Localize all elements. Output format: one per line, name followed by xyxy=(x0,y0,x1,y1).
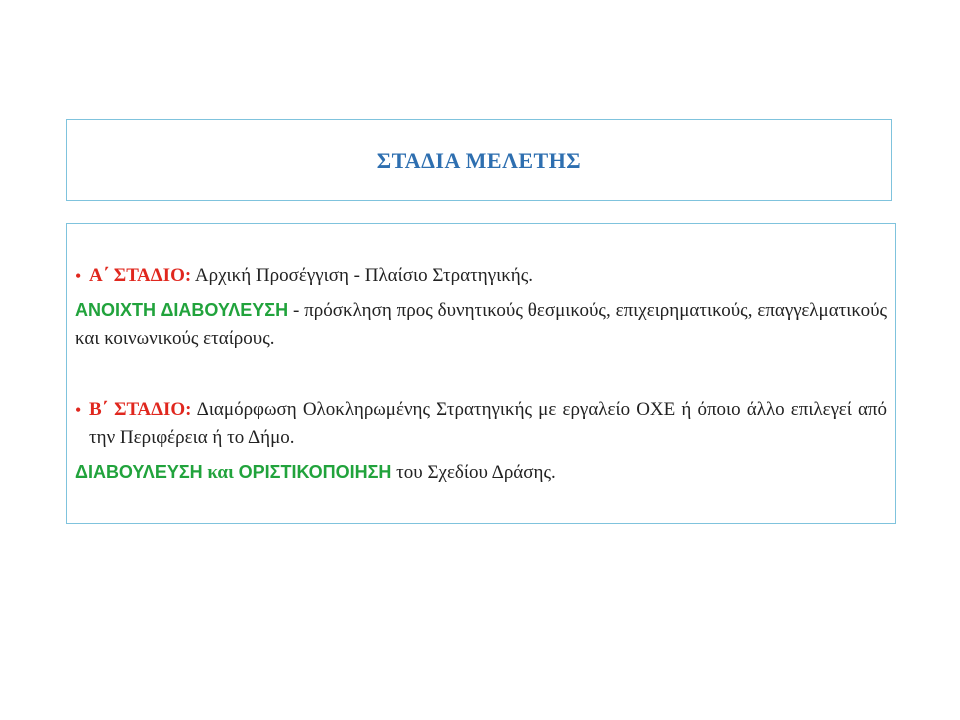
consultation-b-description: του Σχεδίου Δράσης. xyxy=(391,462,556,483)
stage-a-text xyxy=(89,262,533,290)
bullet-icon: • xyxy=(75,266,82,286)
consultation-b-paragraph xyxy=(75,458,887,487)
consultation-a-paragraph xyxy=(75,296,887,353)
consultation-b-label-2: ΟΡΙΣΤΙΚΟΠΟΙΗΣΗ xyxy=(238,462,392,482)
consultation-a-description: - πρόσκληση προς δυνητικούς θεσμικούς, επιχειρηματικούς, επαγγελματικούς και κοινωνικούς εταίρους. xyxy=(75,300,887,349)
stage-a-label: Α΄ ΣΤΑΔΙΟ: xyxy=(89,265,192,286)
stage-b-item xyxy=(75,396,887,452)
slide-title: ΣΤΑΔΙΑ ΜΕΛΕΤΗΣ xyxy=(376,148,582,173)
stage-a-item xyxy=(75,262,887,290)
stage-b-description: Διαμόρφωση Ολοκληρωμένης Στρατηγικής με εργαλείο ΟΧΕ ή όποιο άλλο επιλεγεί από την Περιφέρεια ή το Δήμο. xyxy=(89,399,887,448)
consultation-b-connector: και xyxy=(202,462,239,483)
bullet-icon: • xyxy=(75,400,82,420)
title-box xyxy=(66,119,892,201)
stage-b-label: Β΄ ΣΤΑΔΙΟ: xyxy=(89,399,192,420)
consultation-b-label-1: ΔΙΑΒΟΥΛΕΥΣΗ xyxy=(75,462,203,482)
consultation-a-label: ΑΝΟΙΧΤΗ ΔΙΑΒΟΥΛΕΥΣΗ xyxy=(75,300,289,320)
stage-b-text xyxy=(89,396,887,452)
stage-a-description: Αρχική Προσέγγιση - Πλαίσιο Στρατηγικής. xyxy=(191,265,533,286)
content-box xyxy=(66,223,896,524)
